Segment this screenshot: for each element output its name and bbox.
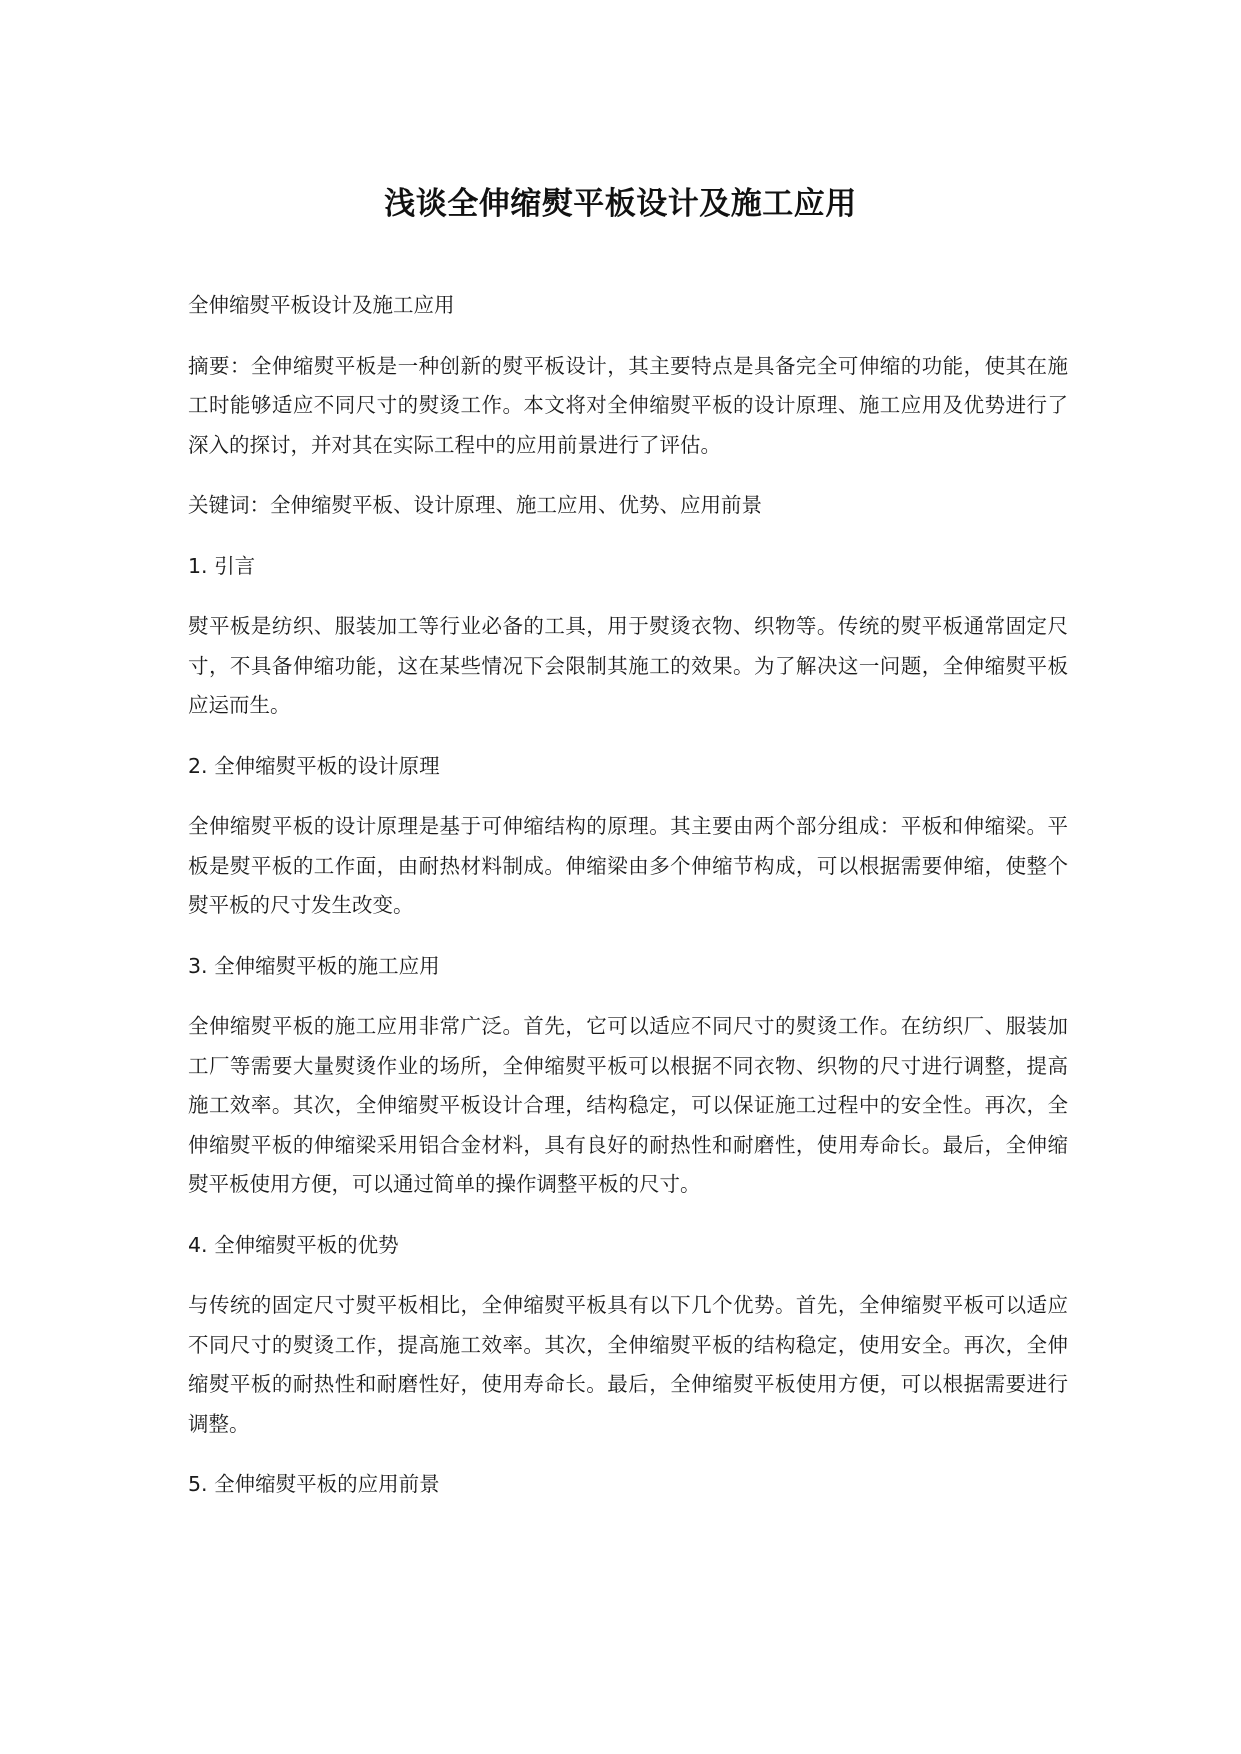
section-heading-application-prospects: 5. 全伸缩熨平板的应用前景 [188,1472,440,1496]
section-text-construction-application: 全伸缩熨平板的施工应用非常广泛。首先，它可以适应不同尺寸的熨烫工作。在纺织厂、服装加工厂等需要大量熨烫作业的场所，全伸缩熨平板可以根据不同衣物、织物的尺寸进行调整，提高施工效率。其次，全伸缩熨平板设计合理，结构稳定，可以保证施工过程中的安全性。再次，全伸缩熨平板的伸缩梁采用铝合金材料，具有良好的耐热性和耐磨性，使用寿命长。最后，全伸缩熨平板使用方便，可以通过简单的操作调整平板的尺寸。 [188,1014,1068,1196]
section-text-design-principle: 全伸缩熨平板的设计原理是基于可伸缩结构的原理。其主要由两个部分组成：平板和伸缩梁。平板是熨平板的工作面，由耐热材料制成。伸缩梁由多个伸缩节构成，可以根据需要伸缩，使整个熨平板的尺寸发生改变。 [188,814,1068,917]
section-heading-design-principle: 2. 全伸缩熨平板的设计原理 [188,753,440,778]
section-heading-introduction: 1. 引言 [188,553,256,578]
section-text-advantages: 与传统的固定尺寸熨平板相比，全伸缩熨平板具有以下几个优势。首先，全伸缩熨平板可以适应不同尺寸的熨烫工作，提高施工效率。其次，全伸缩熨平板的结构稳定，使用安全。再次，全伸缩熨平板的耐热性和耐磨性好，使用寿命长。最后，全伸缩熨平板使用方便，可以根据需要进行调整。 [188,1293,1068,1436]
abstract-paragraph: 摘要：全伸缩熨平板是一种创新的熨平板设计，其主要特点是具备完全可伸缩的功能，使其在施工时能够适应不同尺寸的熨烫工作。本文将对全伸缩熨平板的设计原理、施工应用及优势进行了深入的探讨，并对其在实际工程中的应用前景进行了评估。 [188,353,1068,457]
document-subtitle: 全伸缩熨平板设计及施工应用 [188,293,455,317]
keywords-paragraph: 关键词：全伸缩熨平板、设计原理、施工应用、优势、应用前景 [188,493,762,517]
section-heading-construction-application: 3. 全伸缩熨平板的施工应用 [188,953,440,978]
section-text-introduction: 熨平板是纺织、服装加工等行业必备的工具，用于熨烫衣物、织物等。传统的熨平板通常固定尺寸，不具备伸缩功能，这在某些情况下会限制其施工的效果。为了解决这一问题，全伸缩熨平板应运而生。 [188,614,1068,717]
document-body [188,286,1068,1526]
section-heading-advantages: 4. 全伸缩熨平板的优势 [188,1232,399,1257]
document-title: 浅谈全伸缩熨平板设计及施工应用 [384,186,857,222]
